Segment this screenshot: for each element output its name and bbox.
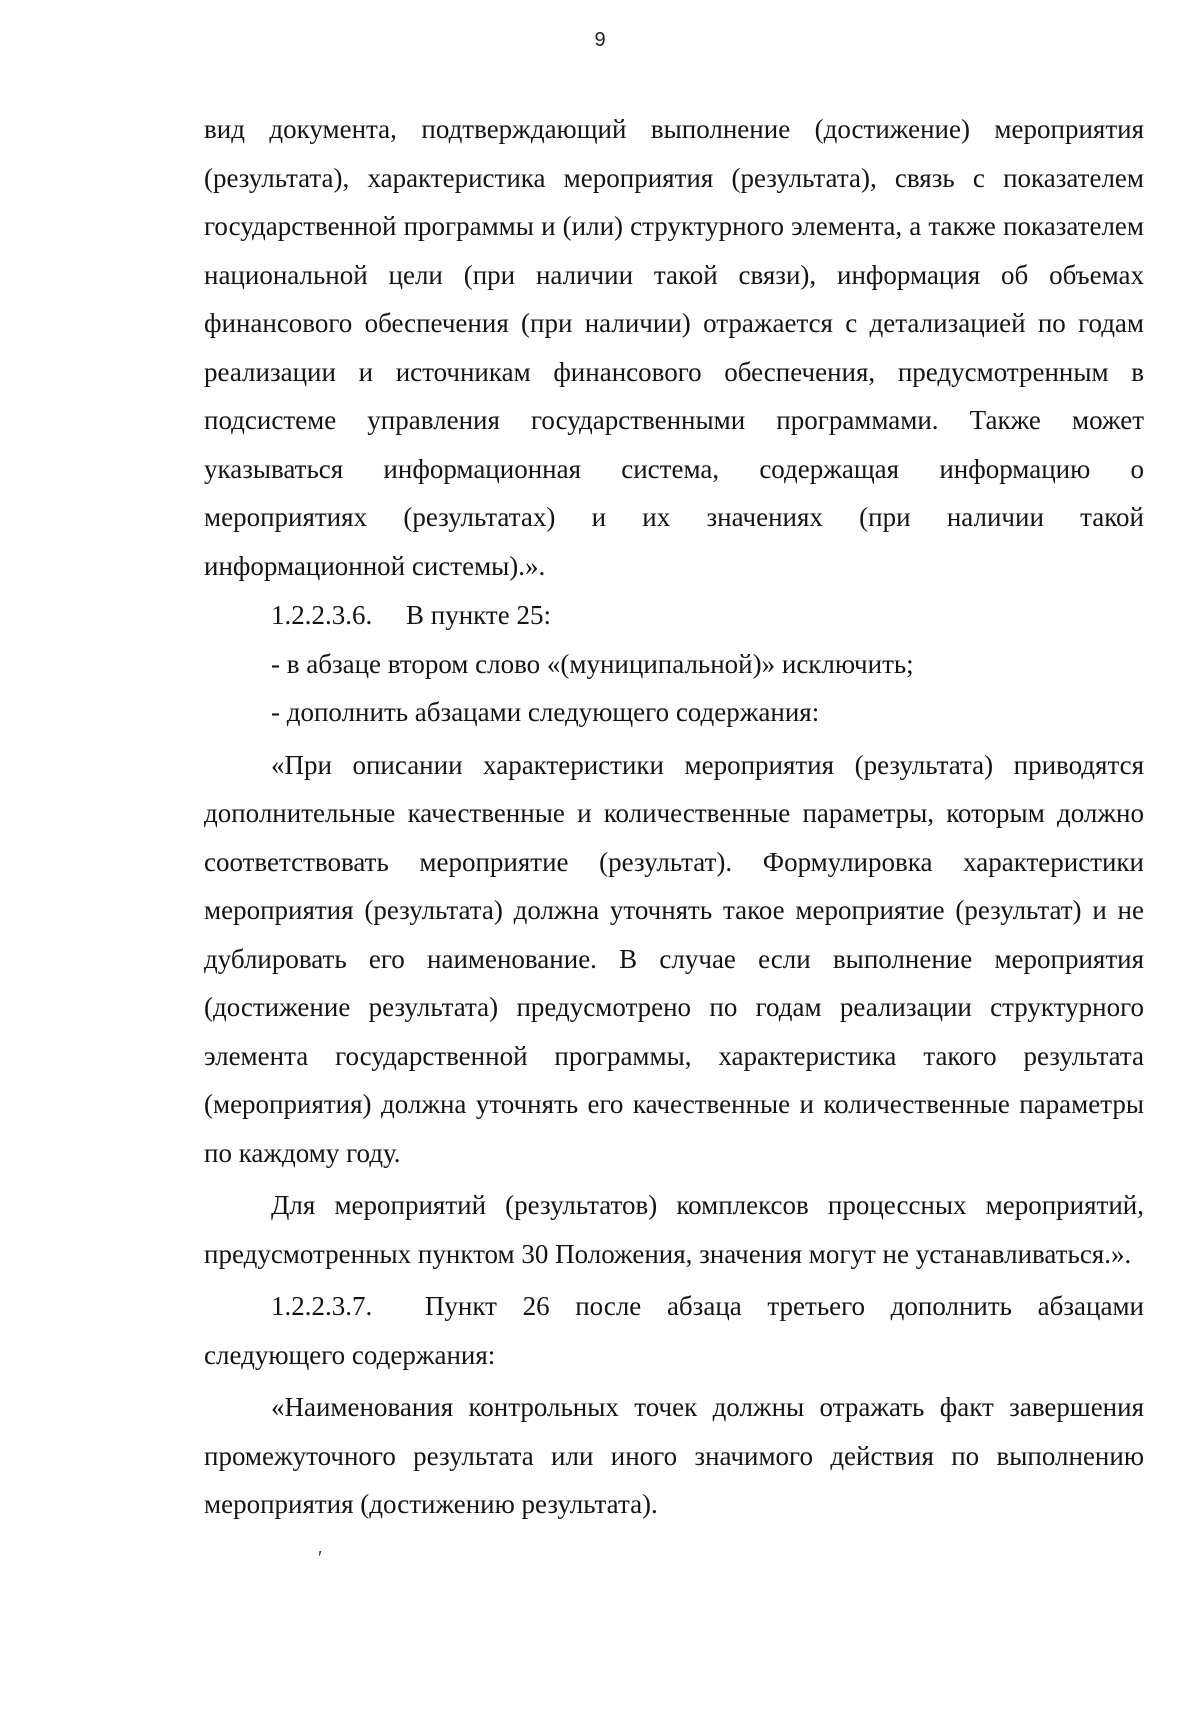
page-number: 9 (594, 29, 606, 51)
paragraph-item-1-2-2-3-6: 1.2.2.3.6. В пункте 25: (271, 600, 551, 630)
paragraph-process-measures: Для мероприятий (результатов) комплексов процессных мероприятий, предусмотренных пунктом 30 Положения, значения могут не устанавливаться.». (204, 1190, 1144, 1269)
paragraph-item-1-2-2-3-7: 1.2.2.3.7. Пункт 26 после абзаца третьего дополнить абзацами следующего содержания: (204, 1291, 1144, 1370)
paragraph-add-paragraphs: - дополнить абзацами следующего содержания: (271, 697, 820, 727)
stray-scan-mark: ′ (318, 1547, 323, 1569)
paragraph-control-points: «Наименования контрольных точек должны отражать факт завершения промежуточного результата или иного значимого действия по выполнению мероприятия (достижению результата). (204, 1392, 1144, 1519)
paragraph-exclude-municipal: - в абзаце втором слово «(муниципальной)» исключить; (271, 648, 914, 679)
document-body (204, 105, 1144, 1529)
paragraph-result-characteristics: «При описании характеристики мероприятия (результата) приводятся дополнительные качественные и количественные параметры, которым должно соответствовать мероприятие (результат). Формулировка характеристики мероприятия (результата) должна уточнять такое мероприятие (результат) и не дублировать его наименование. В случае если выполнение мероприятия (достижение результата) предусмотрено по годам реализации структурного элемента государственной программы, характеристика такого результата (мероприятия) должна уточнять его качественные и количественные параметры по каждому году. (204, 749, 1144, 1168)
paragraph-document-type-info: вид документа, подтверждающий выполнение (достижение) мероприятия (результата), характеристика мероприятия (результата), связь с показателем государственной программы и (или) структурного элемента, а также показателем национальной цели (при наличии такой связи), информация об объемах финансового обеспечения (при наличии) отражается с детализацией по годам реализации и источникам финансового обеспечения, предусмотренным в подсистеме управления государственными программами. Также может указываться информационная система, содержащая информацию о мероприятиях (результатах) и их значениях (при наличии такой информационной системы).». (204, 114, 1144, 581)
